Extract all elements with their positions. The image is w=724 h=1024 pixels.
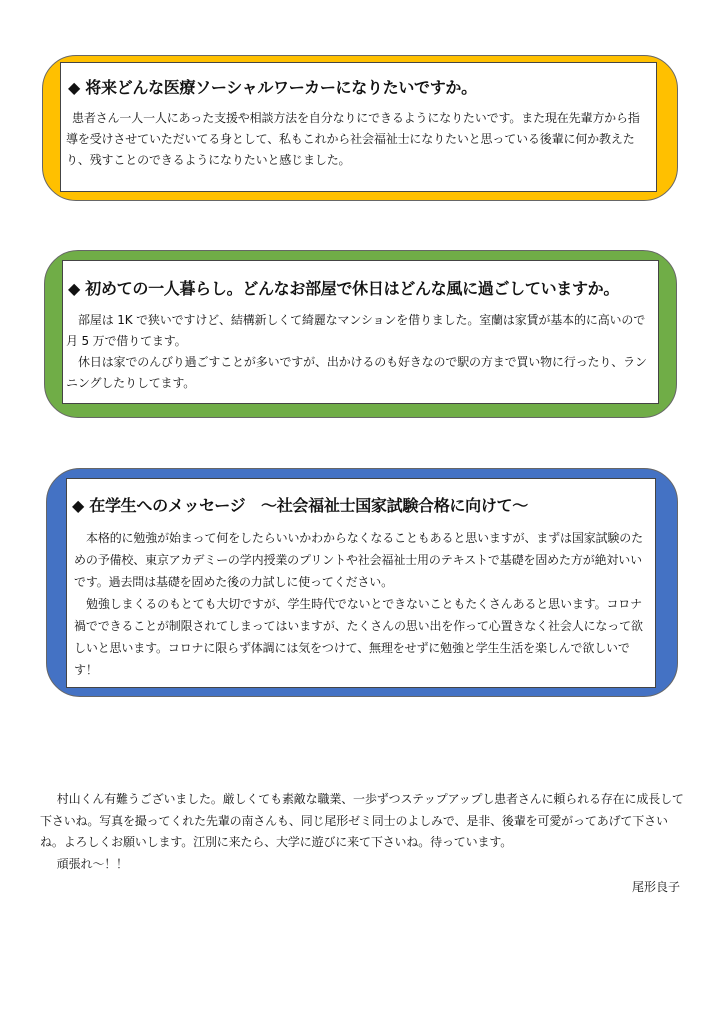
section-2-paragraph-1: 部屋は 1K で狭いですけど、結構新しくて綺麗なマンションを借りました。室蘭は家賃が基本的に高いので月 5 万で借りてます。 [66,313,646,348]
closing-paragraph-1: 村山くん有難うございました。厳しくても素敵な職業、一歩ずつステップアップし患者さんに頼られる存在に成長して下さいね。写真を撮ってくれた先輩の南さんも、同じ尾形ゼミ同士のよしみで、是非、後輩を可愛がってあげて下さいね。よろしくお願いします。江別に来たら、大学に遊びに来て下さいね。待っています。 [40,792,684,849]
section-1-paragraph-1: 患者さん一人一人にあった支援や相談方法を自分なりにできるようになりたいです。また現在先輩方から指導を受けさせていただいてる身として、私もこれから社会福祉士になりたいと思っている後輩に何か教えたり、残すことのできるようになりたいと感じました。 [66,111,640,167]
section-2-heading: ◆ 初めての一人暮らし。どんなお部屋で休日はどんな風に過ごしていますか。 [68,279,620,298]
closing-message [40,789,690,875]
section-3-paragraph-2: 勉強しまくるのもとても大切ですが、学生時代でないとできないこともたくさんあると思います。コロナ禍でできることが制限されてしまってはいますが、たくさんの思い出を作って心置きなく社会人になって欲しいと思います。コロナに限らず体調には気をつけて、無理をせずに勉強と学生生活を楽しんで欲しいです！ [74,597,643,677]
section-1-body [66,108,651,171]
closing-paragraph-2: 頑張れ～！！ [56,856,128,871]
section-3-paragraph-1: 本格的に勉強が始まって何をしたらいいかわからなくなることもあると思いますが、まずは国家試験のための予備校、東京アカデミーの学内授業のプリントや社会福祉士用のテキストで基礎を固めた方が絶対いいです。過去問は基礎を固めた後の力試しに使ってください。 [74,531,643,589]
section-3-heading: ◆ 在学生へのメッセージ ～社会福祉士国家試験合格に向けて～ [72,496,528,515]
section-3-body [74,527,652,681]
signature: 尾形良子 [631,880,680,894]
section-1-heading: ◆ 将来どんな医療ソーシャルワーカーになりたいですか。 [68,78,477,97]
section-2-body [66,310,654,394]
section-2-paragraph-2: 休日は家でのんびり過ごすことが多いですが、出かけるのも好きなので駅の方まで買い物に行ったり、ランニングしたりしてます。 [66,355,647,390]
